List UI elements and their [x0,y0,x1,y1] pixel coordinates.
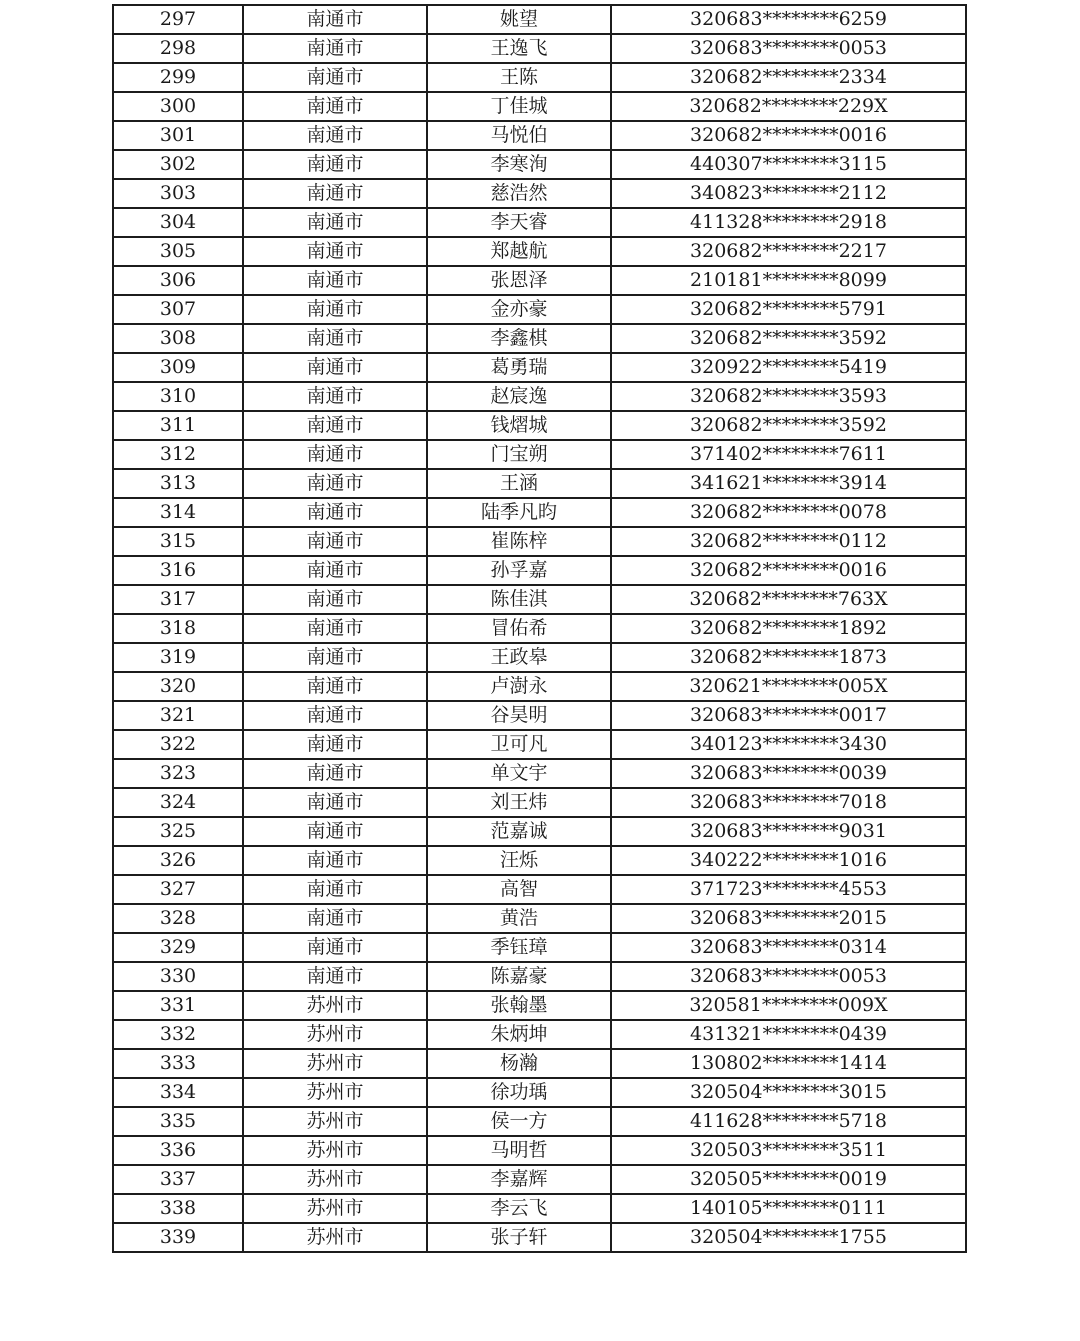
row-number-cell: 323 [113,759,243,788]
row-number-cell: 336 [113,1136,243,1165]
id-number-cell: 411328********2918 [611,208,966,237]
table-row [113,92,966,121]
table-row [113,846,966,875]
table-row [113,1194,966,1223]
city-cell: 南通市 [243,498,427,527]
name-cell: 汪烁 [427,846,611,875]
row-number-cell: 337 [113,1165,243,1194]
name-cell: 刘王炜 [427,788,611,817]
city-cell: 南通市 [243,382,427,411]
table-row [113,1049,966,1078]
row-number-cell: 325 [113,817,243,846]
city-cell: 南通市 [243,295,427,324]
city-cell: 南通市 [243,875,427,904]
table-row [113,63,966,92]
table-row [113,150,966,179]
table-row [113,730,966,759]
row-number-cell: 309 [113,353,243,382]
table-row [113,875,966,904]
row-number-cell: 339 [113,1223,243,1252]
city-cell: 南通市 [243,672,427,701]
city-cell: 南通市 [243,179,427,208]
city-cell: 苏州市 [243,1020,427,1049]
row-number-cell: 306 [113,266,243,295]
id-number-cell: 210181********8099 [611,266,966,295]
row-number-cell: 324 [113,788,243,817]
city-cell: 南通市 [243,411,427,440]
city-cell: 南通市 [243,208,427,237]
table-row [113,121,966,150]
id-number-cell: 320683********0053 [611,962,966,991]
table-row [113,933,966,962]
name-cell: 陆季凡昀 [427,498,611,527]
id-number-cell: 320682********0016 [611,556,966,585]
id-number-cell: 320503********3511 [611,1136,966,1165]
id-number-cell: 320581********009X [611,991,966,1020]
id-number-cell: 320682********1873 [611,643,966,672]
name-cell: 丁佳城 [427,92,611,121]
city-cell: 南通市 [243,92,427,121]
id-number-cell: 340123********3430 [611,730,966,759]
name-cell: 黄浩 [427,904,611,933]
row-number-cell: 308 [113,324,243,353]
name-cell: 马悦伯 [427,121,611,150]
row-number-cell: 314 [113,498,243,527]
id-number-cell: 320682********2217 [611,237,966,266]
id-number-cell: 320682********5791 [611,295,966,324]
row-number-cell: 319 [113,643,243,672]
table-row [113,788,966,817]
row-number-cell: 311 [113,411,243,440]
row-number-cell: 305 [113,237,243,266]
name-cell: 钱熠城 [427,411,611,440]
city-cell: 南通市 [243,150,427,179]
name-cell: 门宝朔 [427,440,611,469]
name-cell: 高智 [427,875,611,904]
roster-table [112,4,967,1253]
row-number-cell: 301 [113,121,243,150]
table-row [113,614,966,643]
table-row [113,208,966,237]
name-cell: 李寒洵 [427,150,611,179]
name-cell: 王逸飞 [427,34,611,63]
row-number-cell: 334 [113,1078,243,1107]
name-cell: 杨瀚 [427,1049,611,1078]
row-number-cell: 307 [113,295,243,324]
name-cell: 卫可凡 [427,730,611,759]
table-row [113,527,966,556]
name-cell: 李鑫棋 [427,324,611,353]
city-cell: 南通市 [243,962,427,991]
name-cell: 王涵 [427,469,611,498]
row-number-cell: 329 [113,933,243,962]
id-number-cell: 440307********3115 [611,150,966,179]
table-row [113,1136,966,1165]
city-cell: 南通市 [243,788,427,817]
table-row [113,237,966,266]
table-row [113,469,966,498]
city-cell: 苏州市 [243,1223,427,1252]
name-cell: 葛勇瑞 [427,353,611,382]
id-number-cell: 140105********0111 [611,1194,966,1223]
city-cell: 南通市 [243,701,427,730]
row-number-cell: 330 [113,962,243,991]
name-cell: 孙孚嘉 [427,556,611,585]
city-cell: 苏州市 [243,1165,427,1194]
table-row [113,701,966,730]
city-cell: 南通市 [243,440,427,469]
row-number-cell: 297 [113,5,243,34]
name-cell: 范嘉诚 [427,817,611,846]
row-number-cell: 326 [113,846,243,875]
city-cell: 南通市 [243,643,427,672]
row-number-cell: 333 [113,1049,243,1078]
id-number-cell: 340222********1016 [611,846,966,875]
city-cell: 苏州市 [243,1194,427,1223]
id-number-cell: 320505********0019 [611,1165,966,1194]
id-number-cell: 320683********9031 [611,817,966,846]
name-cell: 张翰墨 [427,991,611,1020]
roster-sheet [112,4,965,1253]
name-cell: 单文宇 [427,759,611,788]
id-number-cell: 320682********0078 [611,498,966,527]
id-number-cell: 320682********0112 [611,527,966,556]
name-cell: 朱炳坤 [427,1020,611,1049]
row-number-cell: 322 [113,730,243,759]
city-cell: 南通市 [243,817,427,846]
id-number-cell: 320683********0314 [611,933,966,962]
table-row [113,991,966,1020]
row-number-cell: 298 [113,34,243,63]
id-number-cell: 320682********229X [611,92,966,121]
row-number-cell: 300 [113,92,243,121]
name-cell: 陈嘉豪 [427,962,611,991]
row-number-cell: 335 [113,1107,243,1136]
city-cell: 南通市 [243,469,427,498]
name-cell: 李天睿 [427,208,611,237]
city-cell: 南通市 [243,237,427,266]
name-cell: 卢澍永 [427,672,611,701]
row-number-cell: 321 [113,701,243,730]
id-number-cell: 411628********5718 [611,1107,966,1136]
table-row [113,672,966,701]
name-cell: 马明哲 [427,1136,611,1165]
city-cell: 南通市 [243,556,427,585]
name-cell: 崔陈梓 [427,527,611,556]
city-cell: 南通市 [243,585,427,614]
id-number-cell: 340823********2112 [611,179,966,208]
id-number-cell: 320683********0039 [611,759,966,788]
table-row [113,179,966,208]
row-number-cell: 317 [113,585,243,614]
table-row [113,1078,966,1107]
city-cell: 南通市 [243,759,427,788]
id-number-cell: 320683********7018 [611,788,966,817]
id-number-cell: 130802********1414 [611,1049,966,1078]
id-number-cell: 320682********3592 [611,411,966,440]
row-number-cell: 320 [113,672,243,701]
table-row [113,34,966,63]
city-cell: 南通市 [243,730,427,759]
table-row [113,904,966,933]
table-row [113,411,966,440]
name-cell: 李云飞 [427,1194,611,1223]
row-number-cell: 332 [113,1020,243,1049]
city-cell: 南通市 [243,63,427,92]
id-number-cell: 431321********0439 [611,1020,966,1049]
city-cell: 南通市 [243,324,427,353]
id-number-cell: 371723********4553 [611,875,966,904]
table-row [113,556,966,585]
table-row [113,440,966,469]
table-row [113,759,966,788]
table-row [113,1223,966,1252]
id-number-cell: 320922********5419 [611,353,966,382]
name-cell: 姚望 [427,5,611,34]
table-row [113,5,966,34]
name-cell: 张恩泽 [427,266,611,295]
row-number-cell: 299 [113,63,243,92]
city-cell: 南通市 [243,266,427,295]
id-number-cell: 320504********3015 [611,1078,966,1107]
id-number-cell: 371402********7611 [611,440,966,469]
city-cell: 南通市 [243,904,427,933]
row-number-cell: 313 [113,469,243,498]
id-number-cell: 320682********2334 [611,63,966,92]
name-cell: 王陈 [427,63,611,92]
city-cell: 苏州市 [243,1049,427,1078]
name-cell: 冒佑希 [427,614,611,643]
table-row [113,1020,966,1049]
city-cell: 苏州市 [243,1078,427,1107]
id-number-cell: 320682********3593 [611,382,966,411]
id-number-cell: 341621********3914 [611,469,966,498]
row-number-cell: 304 [113,208,243,237]
roster-body [113,5,966,1252]
table-row [113,1107,966,1136]
id-number-cell: 320683********0053 [611,34,966,63]
row-number-cell: 312 [113,440,243,469]
table-row [113,295,966,324]
name-cell: 季钰璋 [427,933,611,962]
name-cell: 郑越航 [427,237,611,266]
city-cell: 南通市 [243,353,427,382]
name-cell: 王政皋 [427,643,611,672]
table-row [113,498,966,527]
table-row [113,585,966,614]
city-cell: 南通市 [243,121,427,150]
table-row [113,382,966,411]
table-row [113,817,966,846]
row-number-cell: 327 [113,875,243,904]
name-cell: 张子轩 [427,1223,611,1252]
table-row [113,962,966,991]
city-cell: 南通市 [243,5,427,34]
name-cell: 赵宸逸 [427,382,611,411]
id-number-cell: 320682********3592 [611,324,966,353]
name-cell: 慈浩然 [427,179,611,208]
row-number-cell: 302 [113,150,243,179]
row-number-cell: 331 [113,991,243,1020]
name-cell: 陈佳淇 [427,585,611,614]
table-row [113,266,966,295]
name-cell: 李嘉辉 [427,1165,611,1194]
id-number-cell: 320504********1755 [611,1223,966,1252]
table-row [113,643,966,672]
city-cell: 南通市 [243,34,427,63]
id-number-cell: 320621********005X [611,672,966,701]
table-row [113,1165,966,1194]
id-number-cell: 320683********2015 [611,904,966,933]
id-number-cell: 320682********0016 [611,121,966,150]
id-number-cell: 320683********6259 [611,5,966,34]
row-number-cell: 315 [113,527,243,556]
id-number-cell: 320683********0017 [611,701,966,730]
name-cell: 金亦豪 [427,295,611,324]
city-cell: 南通市 [243,933,427,962]
name-cell: 谷昊明 [427,701,611,730]
city-cell: 苏州市 [243,1107,427,1136]
city-cell: 苏州市 [243,1136,427,1165]
row-number-cell: 303 [113,179,243,208]
name-cell: 徐功瑀 [427,1078,611,1107]
id-number-cell: 320682********1892 [611,614,966,643]
row-number-cell: 328 [113,904,243,933]
row-number-cell: 316 [113,556,243,585]
city-cell: 南通市 [243,527,427,556]
table-row [113,324,966,353]
row-number-cell: 338 [113,1194,243,1223]
city-cell: 南通市 [243,846,427,875]
id-number-cell: 320682********763X [611,585,966,614]
row-number-cell: 310 [113,382,243,411]
name-cell: 侯一方 [427,1107,611,1136]
city-cell: 苏州市 [243,991,427,1020]
row-number-cell: 318 [113,614,243,643]
table-row [113,353,966,382]
city-cell: 南通市 [243,614,427,643]
